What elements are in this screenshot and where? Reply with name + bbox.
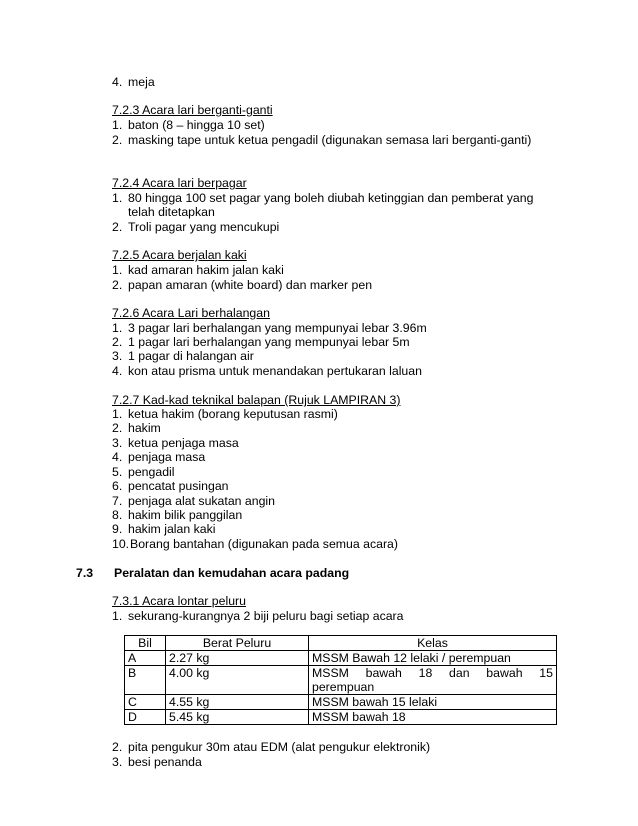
subsection-heading-7-2-3: 7.2.3 Acara lari berganti-ganti [112, 103, 273, 117]
header-berat-peluru: Berat Peluru [166, 636, 309, 651]
word: MSSM [312, 666, 349, 680]
table-header-row [125, 636, 557, 651]
list-item: 7. penjaga alat sukatan angin [112, 494, 275, 508]
word: bawah [486, 666, 523, 680]
section-heading-7-3: 7.3 Peralatan dan kemudahan acara padang [76, 566, 350, 580]
list-item: 2. hakim [112, 421, 161, 435]
subsection-heading-7-2-6: 7.2.6 Acara Lari berhalangan [112, 306, 270, 320]
header-kelas: Kelas [309, 636, 557, 651]
cell-kelas-line2: perempuan [312, 680, 375, 694]
list-item: 4. penjaga masa [112, 450, 206, 464]
list-item: 1. baton (8 – hingga 10 set) [112, 118, 265, 132]
list-item: 2. papan amaran (white board) dan marker pen [112, 278, 373, 292]
cell-kelas: MSSM Bawah 12 lelaki / perempuan [309, 651, 557, 666]
list-item: 8. hakim bilik panggilan [112, 508, 243, 522]
table-row [125, 710, 557, 725]
cell-berat: 5.45 kg [166, 710, 309, 725]
list-item: 1. ketua hakim (borang keputusan rasmi) [112, 407, 338, 421]
list-item: 9. hakim jalan kaki [112, 522, 216, 536]
table-row [125, 651, 557, 666]
list-item: 1. kad amaran hakim jalan kaki [112, 263, 284, 277]
table-row [125, 666, 557, 695]
list-item: 1. 80 hingga 100 set pagar yang boleh diubah ketinggian dan pemberat yang [112, 191, 534, 205]
list-item: 4. meja [112, 75, 155, 89]
list-item: 3. 1 pagar di halangan air [112, 349, 254, 363]
list-item: 2. masking tape untuk ketua pengadil (digunakan semasa lari berganti-ganti) [112, 133, 532, 147]
word: bawah [365, 666, 402, 680]
list-item: 5. pengadil [112, 465, 175, 479]
list-item: 3. ketua penjaga masa [112, 436, 239, 450]
cell-berat: 4.55 kg [166, 695, 309, 710]
word: dan [449, 666, 470, 680]
subsection-heading-7-3-1: 7.3.1 Acara lontar peluru [112, 594, 246, 608]
word: 15 [539, 666, 553, 680]
cell-bil: A [125, 651, 166, 666]
table-row [125, 695, 557, 710]
subsection-heading-7-2-5: 7.2.5 Acara berjalan kaki [112, 248, 247, 262]
list-item: 1. sekurang-kurangnya 2 biji peluru bagi setiap acara [112, 609, 404, 623]
cell-bil: D [125, 710, 166, 725]
cell-kelas-line1 [312, 666, 553, 680]
cell-bil: B [125, 666, 166, 695]
shot-weight-table [124, 635, 557, 725]
list-item-continuation: telah ditetapkan [128, 205, 215, 219]
list-item: 1. 3 pagar lari berhalangan yang mempunyai lebar 3.96m [112, 321, 427, 335]
subsection-heading-7-2-7: 7.2.7 Kad-kad teknikal balapan (Rujuk LAMPIRAN 3) [112, 393, 401, 407]
cell-berat: 4.00 kg [166, 666, 309, 695]
cell-kelas: MSSM bawah 18 [309, 710, 557, 725]
list-item: 4. kon atau prisma untuk menandakan pertukaran laluan [112, 364, 422, 378]
list-item: 3. besi penanda [112, 755, 202, 769]
list-item: 10.Borang bantahan (digunakan pada semua acara) [112, 537, 398, 551]
list-item: 6. pencatat pusingan [112, 479, 229, 493]
list-item: 2. Troli pagar yang mencukupi [112, 220, 280, 234]
word: 18 [418, 666, 433, 680]
list-item: 2. pita pengukur 30m atau EDM (alat pengukur elektronik) [112, 740, 431, 754]
cell-kelas: MSSM bawah 15 lelaki [309, 695, 557, 710]
cell-berat: 2.27 kg [166, 651, 309, 666]
header-bil: Bil [125, 636, 166, 651]
list-item: 2. 1 pagar lari berhalangan yang mempunyai lebar 5m [112, 335, 410, 349]
cell-kelas [309, 666, 557, 695]
cell-bil: C [125, 695, 166, 710]
subsection-heading-7-2-4: 7.2.4 Acara lari berpagar [112, 176, 247, 190]
